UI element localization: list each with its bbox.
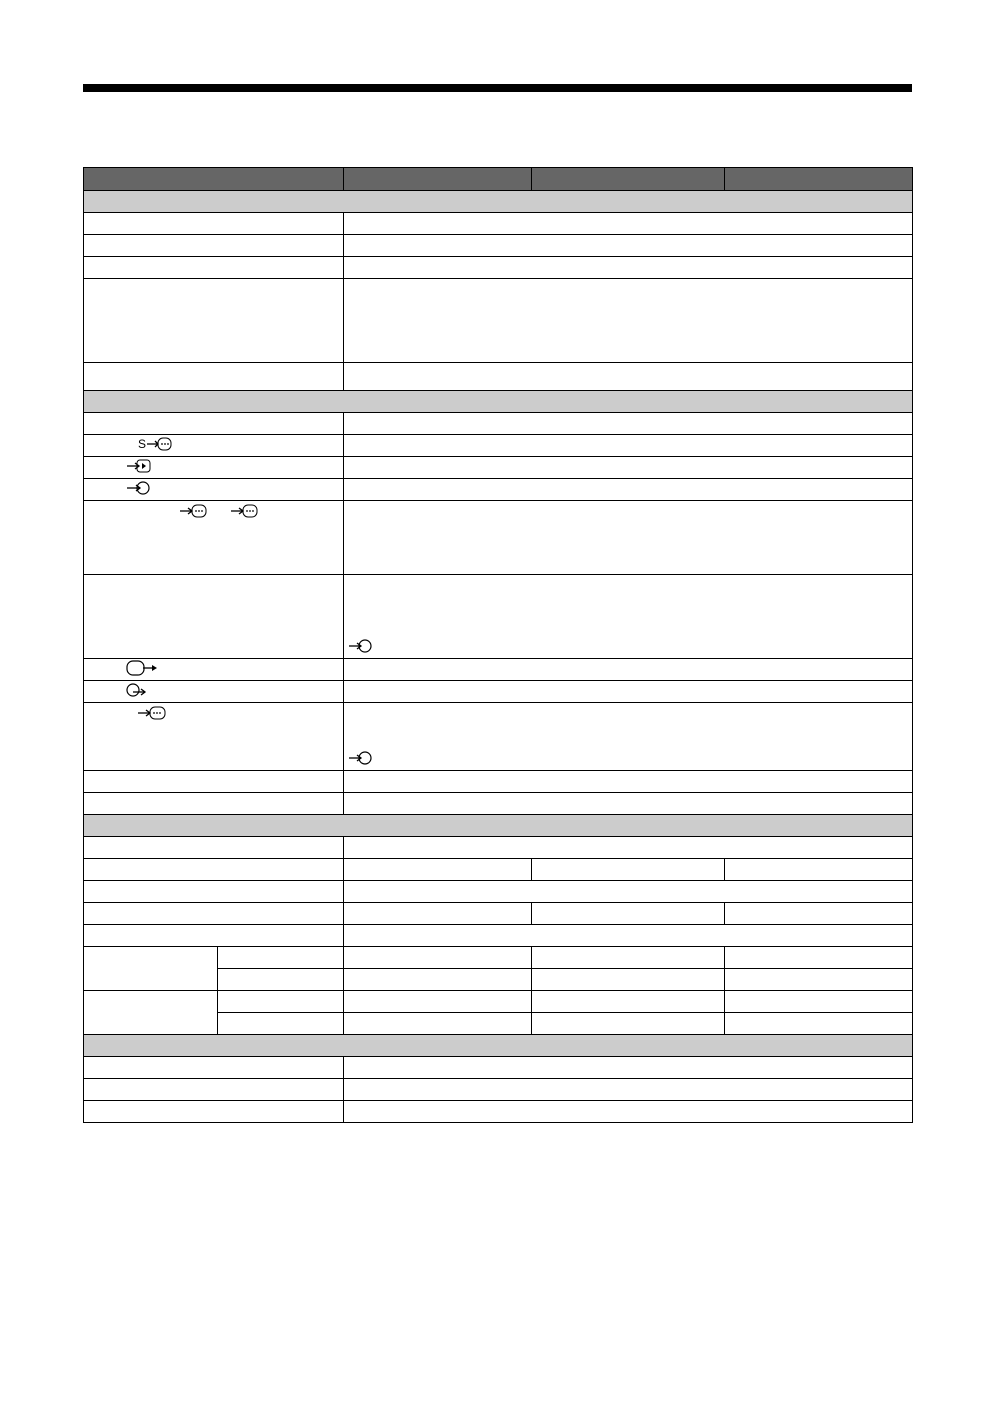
spec-label xyxy=(84,235,344,257)
spec-value xyxy=(725,859,913,881)
table-row xyxy=(84,575,913,659)
spec-label xyxy=(84,793,344,815)
table-row xyxy=(84,413,913,435)
component-input-icon xyxy=(179,503,209,522)
spec-label xyxy=(84,363,344,391)
spec-sublabel xyxy=(218,991,344,1013)
section-title xyxy=(84,815,913,837)
spec-value xyxy=(344,1013,532,1035)
spec-sublabel xyxy=(218,947,344,969)
spec-value xyxy=(344,837,913,859)
section-title xyxy=(84,391,913,413)
header-cell xyxy=(344,168,532,191)
table-row xyxy=(84,771,913,793)
spec-value xyxy=(344,771,913,793)
audio-input-icon xyxy=(348,750,374,769)
spec-value xyxy=(344,279,913,363)
spec-label xyxy=(84,435,344,457)
section-title xyxy=(84,1035,913,1057)
video-input-icon xyxy=(125,458,153,477)
spec-label xyxy=(84,681,344,703)
spec-label xyxy=(84,659,344,681)
audio-input-icon xyxy=(348,638,374,657)
spec-label xyxy=(84,279,344,363)
table-row xyxy=(84,659,913,681)
spec-table xyxy=(83,167,913,1123)
spec-label xyxy=(84,771,344,793)
spec-value xyxy=(344,501,913,575)
spec-group-label xyxy=(84,991,218,1035)
spec-label xyxy=(84,501,344,575)
table-row xyxy=(84,279,913,363)
table-header-row xyxy=(84,168,913,191)
table-row xyxy=(84,501,913,575)
spec-value xyxy=(344,991,532,1013)
table-row xyxy=(84,363,913,391)
table-row xyxy=(84,837,913,859)
section-row xyxy=(84,1035,913,1057)
spec-value xyxy=(725,903,913,925)
spec-value xyxy=(344,903,532,925)
spec-value xyxy=(344,881,913,903)
table-row xyxy=(84,457,913,479)
table-row xyxy=(84,925,913,947)
spec-value xyxy=(344,859,532,881)
spec-value xyxy=(344,213,913,235)
spec-label xyxy=(84,903,344,925)
header-cell xyxy=(532,168,725,191)
s-video-input-icon xyxy=(138,436,174,455)
table-row xyxy=(84,859,913,881)
spec-label xyxy=(84,837,344,859)
table-row xyxy=(84,703,913,771)
spec-value xyxy=(532,1013,725,1035)
svg-text:S: S xyxy=(138,437,147,451)
spec-label xyxy=(84,1101,344,1123)
spec-value xyxy=(344,235,913,257)
table-row xyxy=(84,1101,913,1123)
spec-value xyxy=(344,457,913,479)
table-row xyxy=(84,903,913,925)
table-row xyxy=(84,1079,913,1101)
spec-label xyxy=(84,881,344,903)
spec-value xyxy=(344,1057,913,1079)
table-row xyxy=(84,793,913,815)
spec-value xyxy=(532,991,725,1013)
spec-value xyxy=(532,903,725,925)
spec-sublabel xyxy=(218,1013,344,1035)
section-title xyxy=(84,191,913,213)
spec-value xyxy=(344,681,913,703)
spec-value xyxy=(725,969,913,991)
spec-label xyxy=(84,575,344,659)
top-rule xyxy=(83,84,912,92)
table-row xyxy=(84,213,913,235)
spec-label xyxy=(84,925,344,947)
hdmi-input-icon xyxy=(136,705,168,724)
spec-group-label xyxy=(84,947,218,991)
spec-value xyxy=(344,575,913,659)
spec-value xyxy=(532,969,725,991)
table-row xyxy=(84,435,913,457)
spec-value xyxy=(344,413,913,435)
spec-value xyxy=(725,1013,913,1035)
spec-value xyxy=(344,969,532,991)
spec-value xyxy=(344,659,913,681)
spec-value xyxy=(725,947,913,969)
section-row xyxy=(84,191,913,213)
spec-value xyxy=(344,257,913,279)
spec-label xyxy=(84,413,344,435)
spec-label xyxy=(84,703,344,771)
component-input-icon xyxy=(230,503,260,522)
spec-label xyxy=(84,479,344,501)
table-row xyxy=(84,235,913,257)
spec-label xyxy=(84,1079,344,1101)
spec-value xyxy=(344,1101,913,1123)
spec-label xyxy=(84,457,344,479)
audio-input-icon xyxy=(125,480,153,499)
spec-value xyxy=(344,947,532,969)
header-cell xyxy=(725,168,913,191)
spec-value xyxy=(344,435,913,457)
table-row xyxy=(84,257,913,279)
spec-value xyxy=(344,363,913,391)
spec-label xyxy=(84,257,344,279)
section-row xyxy=(84,391,913,413)
spec-value xyxy=(344,925,913,947)
spec-value xyxy=(344,1079,913,1101)
spec-value xyxy=(532,859,725,881)
spec-value xyxy=(725,991,913,1013)
spec-value xyxy=(532,947,725,969)
spec-label xyxy=(84,1057,344,1079)
spec-value xyxy=(344,703,913,771)
section-row xyxy=(84,815,913,837)
spec-sublabel xyxy=(218,969,344,991)
monitor-output-icon xyxy=(125,659,159,680)
spec-label xyxy=(84,213,344,235)
table-row xyxy=(84,1057,913,1079)
table-row xyxy=(84,681,913,703)
header-cell xyxy=(84,168,344,191)
spec-label xyxy=(84,859,344,881)
spec-value xyxy=(344,793,913,815)
spec-value xyxy=(344,479,913,501)
table-row xyxy=(84,991,913,1013)
table-row xyxy=(84,947,913,969)
audio-output-icon xyxy=(125,682,153,701)
table-row xyxy=(84,479,913,501)
table-row xyxy=(84,881,913,903)
